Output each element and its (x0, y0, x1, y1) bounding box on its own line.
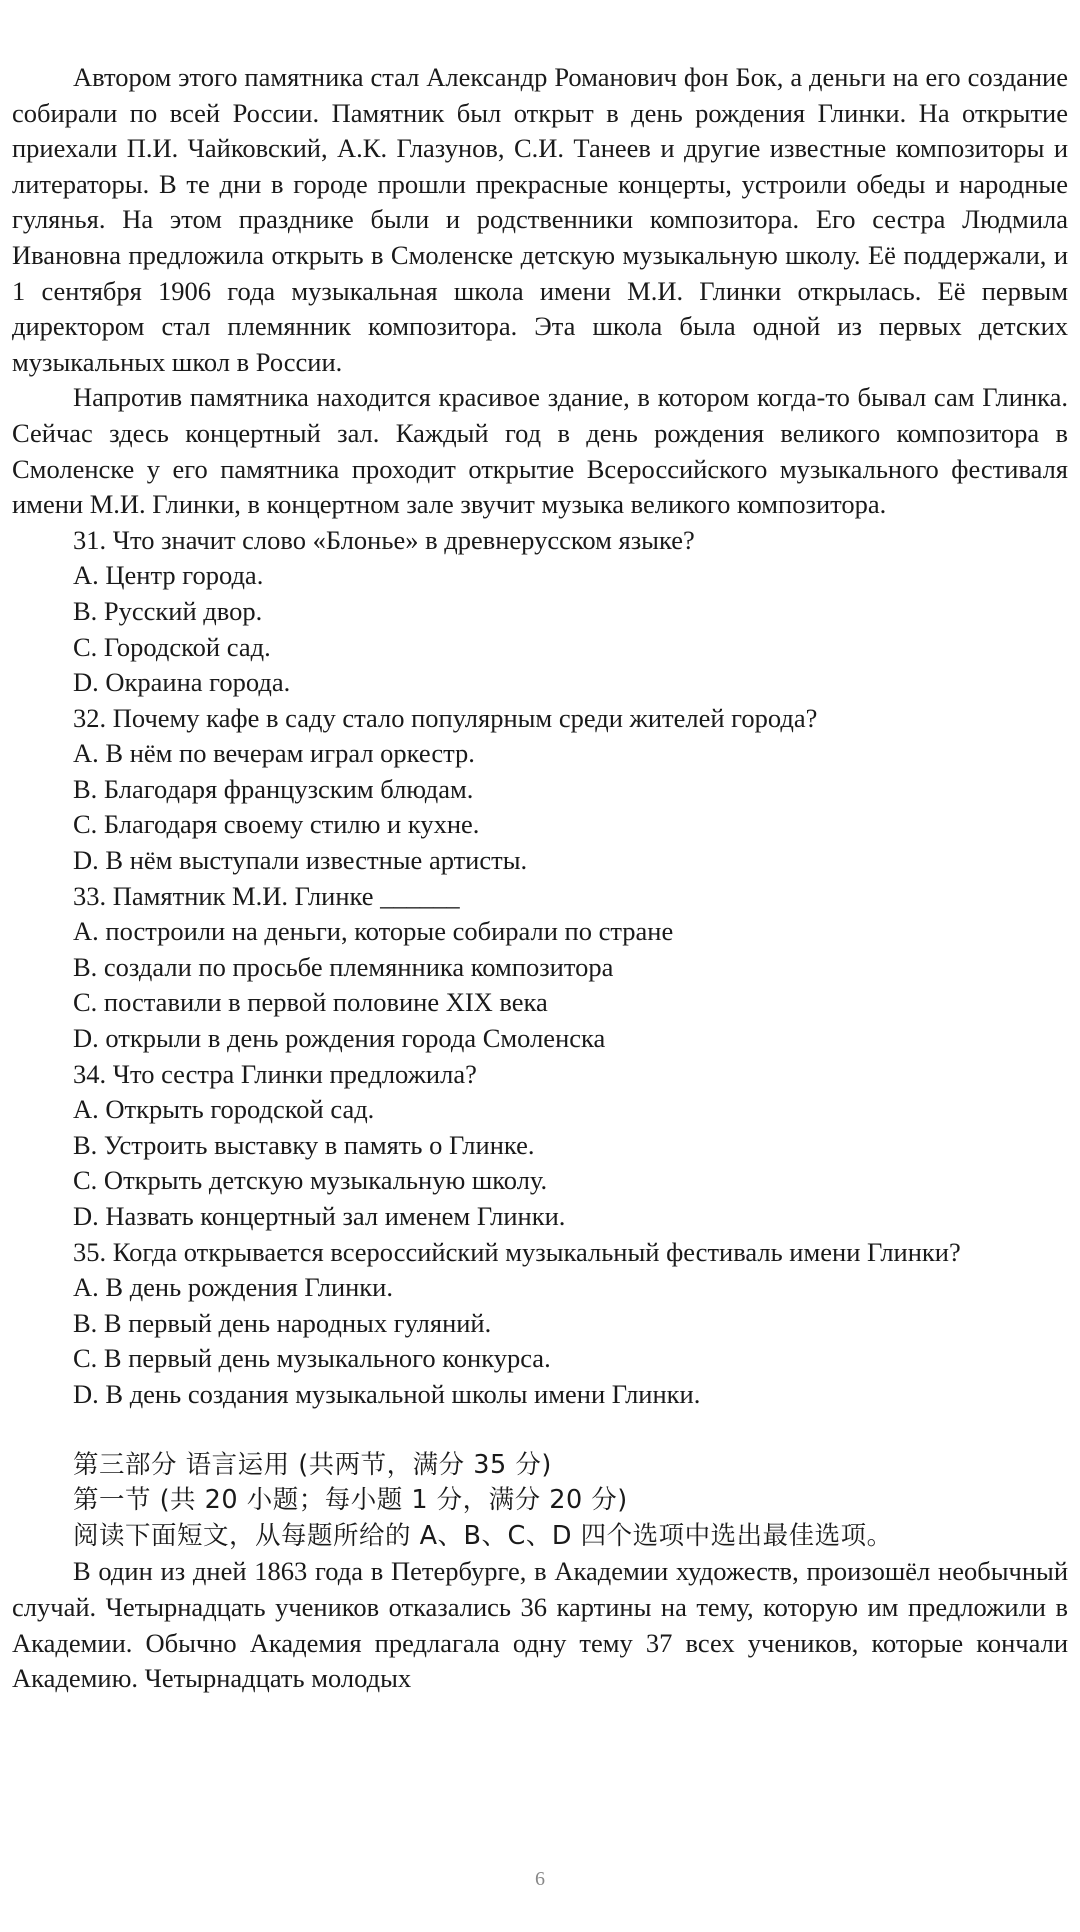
option-b: B. Благодаря французским блюдам. (73, 773, 474, 804)
question-33 (12, 879, 1068, 1057)
section-spacer (12, 1413, 1068, 1448)
option-a: A. Центр города. (73, 560, 264, 591)
option-c: C. Городской сад. (73, 631, 271, 662)
option-d: D. В нём выступали известные артисты. (73, 845, 528, 876)
option-d: D. открыли в день рождения города Смоленска (73, 1023, 606, 1054)
option-b: B. Устроить выставку в память о Глинке. (73, 1129, 535, 1160)
question-stem: 31. Что значит слово «Блонье» в древнерусском языке? (73, 524, 695, 555)
option-c: C. Благодаря своему стилю и кухне. (73, 809, 480, 840)
instruction-text: 阅读下面短文，从每题所给的 A、B、C、D 四个选项中选出最佳选项。 (73, 1520, 893, 1551)
option-b: B. Русский двор. (73, 595, 263, 626)
document-page (12, 60, 1068, 1697)
option-d: D. Назвать концертный зал именем Глинки. (73, 1201, 566, 1231)
question-31 (12, 523, 1068, 701)
question-32 (12, 701, 1068, 879)
option-c: C. Открыть детскую музыкальную школу. (73, 1165, 548, 1196)
part-title: 第三部分 语言运用 (共两节，满分 35 分) (73, 1449, 552, 1480)
paragraph-monument-author: Автором этого памятника стал Александр Романович фон Бок, а деньги на его создание собирали по всей России. Памятник был открыт в день рождения Глинки. На открытие приехали П.И. Чайковский, А.К. Глазунов, С.И. Танеев и другие известные композиторы и литераторы. В те дни в городе прошли прекрасные концерты, устроили обеды и народные гулянья. На этом празднике были и родственники композитора. Его сестра Людмила Ивановна предложила открыть в Смоленске детскую музыкальную школу. Её поддержали, и 1 сентября 1906 года музыкальная школа имени М.И. Глинки открылась. Её первым директором стал племянник композитора. Эта школа была одной из первых детских музыкальных школ в России. (12, 62, 1068, 377)
option-a: A. Открыть городской сад. (73, 1094, 375, 1125)
paragraph-concert-hall: Напротив памятника находится красивое здание, в котором когда-то бывал сам Глинка. Сейчас здесь концертный зал. Каждый год в день рождения великого композитора в Смоленске у его памятника проходит открытие Всероссийского музыкального фестиваля имени М.И. Глинки, в концертном зале звучит музыка великого композитора. (12, 382, 1068, 520)
page-number: 6 (535, 1868, 545, 1890)
subsection-title: 第一节 (共 20 小题；每小题 1 分，满分 20 分) (73, 1485, 628, 1516)
question-stem: 34. Что сестра Глинки предложила? (73, 1058, 477, 1089)
question-34 (12, 1057, 1068, 1235)
option-c: C. В первый день музыкального конкурса. (73, 1343, 551, 1374)
option-a: A. В нём по вечерам играл оркестр. (73, 738, 475, 769)
question-35 (12, 1235, 1068, 1413)
question-stem: 32. Почему кафе в саду стало популярным среди жителей города? (73, 702, 818, 733)
option-b: B. В первый день народных гуляний. (73, 1307, 492, 1338)
option-c: C. поставили в первой половине XIX века (73, 987, 548, 1018)
option-a: A. построили на деньги, которые собирали по стране (73, 916, 674, 947)
cloze-passage: В один из дней 1863 года в Петербурге, в Академии художеств, произошёл необычный случай. Четырнадцать учеников отказались 36 картины на тему, которую им предложили в Академии. Обычно Академия предлагала одну тему 37 всех учеников, которые кончали Академию. Четырнадцать молодых (12, 1556, 1068, 1694)
option-d: D. Окраина города. (73, 667, 291, 698)
question-stem: 33. Памятник М.И. Глинке ______ (73, 880, 460, 911)
option-d: D. В день создания музыкальной школы имени Глинки. (73, 1378, 701, 1409)
option-a: A. В день рождения Глинки. (73, 1272, 393, 1303)
question-stem: 35. Когда открывается всероссийский музыкальный фестиваль имени Глинки? (73, 1236, 961, 1267)
option-b: B. создали по просьбе племянника композитора (73, 951, 614, 982)
